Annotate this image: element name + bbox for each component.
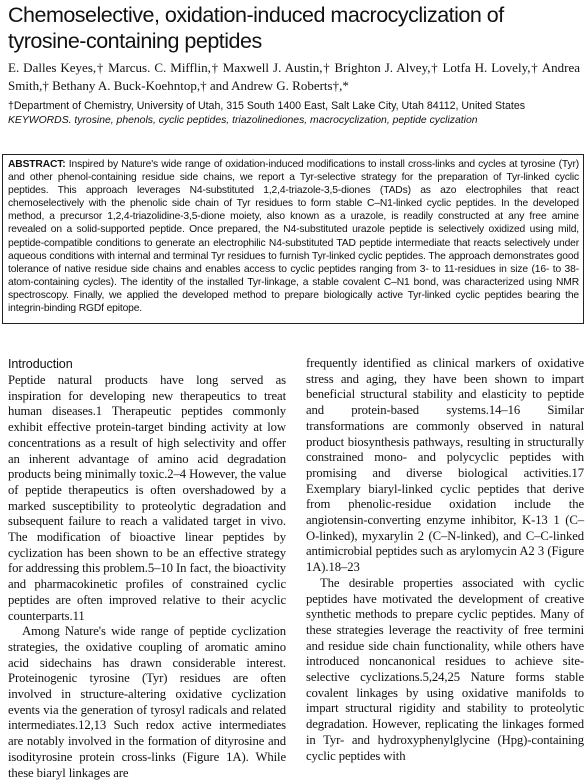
abstract-label: ABSTRACT: (8, 159, 66, 170)
abstract-text: Inspired by Nature's wide range of oxidation-induced modifications to install cross-links and cycles at tyrosine (Tyr) and other phenol-containing residue side chains, we report a Tyr-selective strategy for the preparation of Tyr-linked cyclic peptides. This approach leverages N4-substituted 1,2,4-triazole-3,5-diones (TADs) as azo electrophiles that react chemoselectively with the phenolic side chain of Tyr residues to form stable C–N1-linked cyclic peptides. In the developed method, a precursor 1,2,4-triazolidine-3,5-dione moiety, also known as a urazole, is readily constructed at any free amine revealed on a solid-supported peptide. Once prepared, the N4-substituted urazole peptide is selectively oxidized using mild, peptide-compatible conditions to generate an electrophilic N4-substituted TAD peptide intermediate that reacts selectively under aqueous conditions with internal and terminal Tyr residues to furnish Tyr-linked cyclic peptides. The approach demonstrates good tolerance of native residue side chains and enables access to cyclic peptides ranging from 3- to 11-residues in size (16- to 38-atom-containing cycles). The identity of the installed Tyr-linkage, a stable covalent C–N1 bond, was characterized using NMR spectroscopy. Finally, we applied the developed method to prepare biologically active Tyr-linked cyclic peptides bearing the integrin-binding RGDf epitope. (8, 159, 579, 315)
keywords: KEYWORDS. tyrosine, phenols, cyclic peptides, triazolinediones, macrocyclization, peptide cyclization (8, 115, 478, 126)
right-column (306, 356, 584, 764)
intro-paragraph-1: Peptide natural products have long served as inspiration for developing new therapeutics to treat human diseases.1 Therapeutic peptides commonly exhibit effective protein-target binding activity at low concentrations as a result of high selectivity and offer an inherent advantage of amino acid degradation products being minimally toxic.2–4 However, the value of peptide therapeutics is often overshadowed by a marked susceptibility to proteolytic degradation and subsequent failure to reach a validated target in vivo. The modification of bioactive linear peptides by cyclization has been shown to be an effective strategy for addressing this problem.5–10 In fact, the bioactivity and pharmacokinetic profiles of constrained cyclic peptides are often improved relative to their acyclic counterparts.11 (8, 373, 286, 623)
section-heading: Introduction (8, 357, 73, 371)
paper-title: Chemoselective, oxidation-induced macrocyclization of tyrosine-containing peptides (8, 3, 504, 53)
abstract-paragraph (8, 158, 579, 315)
author-list: E. Dalles Keyes,† Marcus. C. Mifflin,† Maxwell J. Austin,† Brighton J. Alvey,† Lotfa H. Lovely,† Andrea Smith,† Bethany A. Buck-Koehntop,† and Andrew G. Roberts†,* (8, 60, 580, 93)
intro-paragraph-3: frequently identified as clinical markers of oxidative stress and aging, they have been shown to impart beneficial structural stability and elasticity to peptide and protein-based systems.14–16 Similar transformations are commonly observed in natural product biosynthesis pathways, resulting in structurally constrained mono- and polycyclic peptides with promising and diverse biological activities.17 Exemplary biaryl-linked cyclic peptides that derive from phenolic-residue oxidation include the angiotensin-converting enzyme inhibitor, K-13 1 (C–O-linked), myxarylin 2 (C–N-linked), and C–C-linked antimicrobial peptides such as arylomycin A2 3 (Figure 1A).18–23 (306, 356, 584, 575)
abstract-box (2, 154, 584, 324)
intro-paragraph-2: Among Nature's wide range of peptide cyclization strategies, the oxidative coupling of aromatic amino acid sidechains has drawn considerable interest. Proteinogenic tyrosine (Tyr) residues are often involved in structure-altering oxidative cyclization events via the generation of tyrosyl radicals and related intermediates.12,13 Such redox active intermediates are notably involved in the formation of dityrosine and isodityrosine protein cross-links (Figure 1A). While these biaryl linkages are (8, 624, 286, 780)
left-column (8, 356, 286, 781)
intro-paragraph-4: The desirable properties associated with cyclic peptides have motivated the development of creative synthetic methods to prepare cyclic peptides. Many of these strategies leverage the reactivity of free termini and residue side chain functionality, while others have introduced noncanonical residues to achieve site-selective cyclizations.5,24,25 Nature forms stable covalent linkages by using oxidative manifolds to impart structural rigidity and stability to proteolytic degradation. However, replicating the linkages formed in Tyr- and hydroxyphenylglycine (Hpg)-containing cyclic peptides with (306, 575, 584, 763)
affiliation: †Department of Chemistry, University of Utah, 315 South 1400 East, Salt Lake City, Utah 84112, United States (8, 100, 526, 112)
